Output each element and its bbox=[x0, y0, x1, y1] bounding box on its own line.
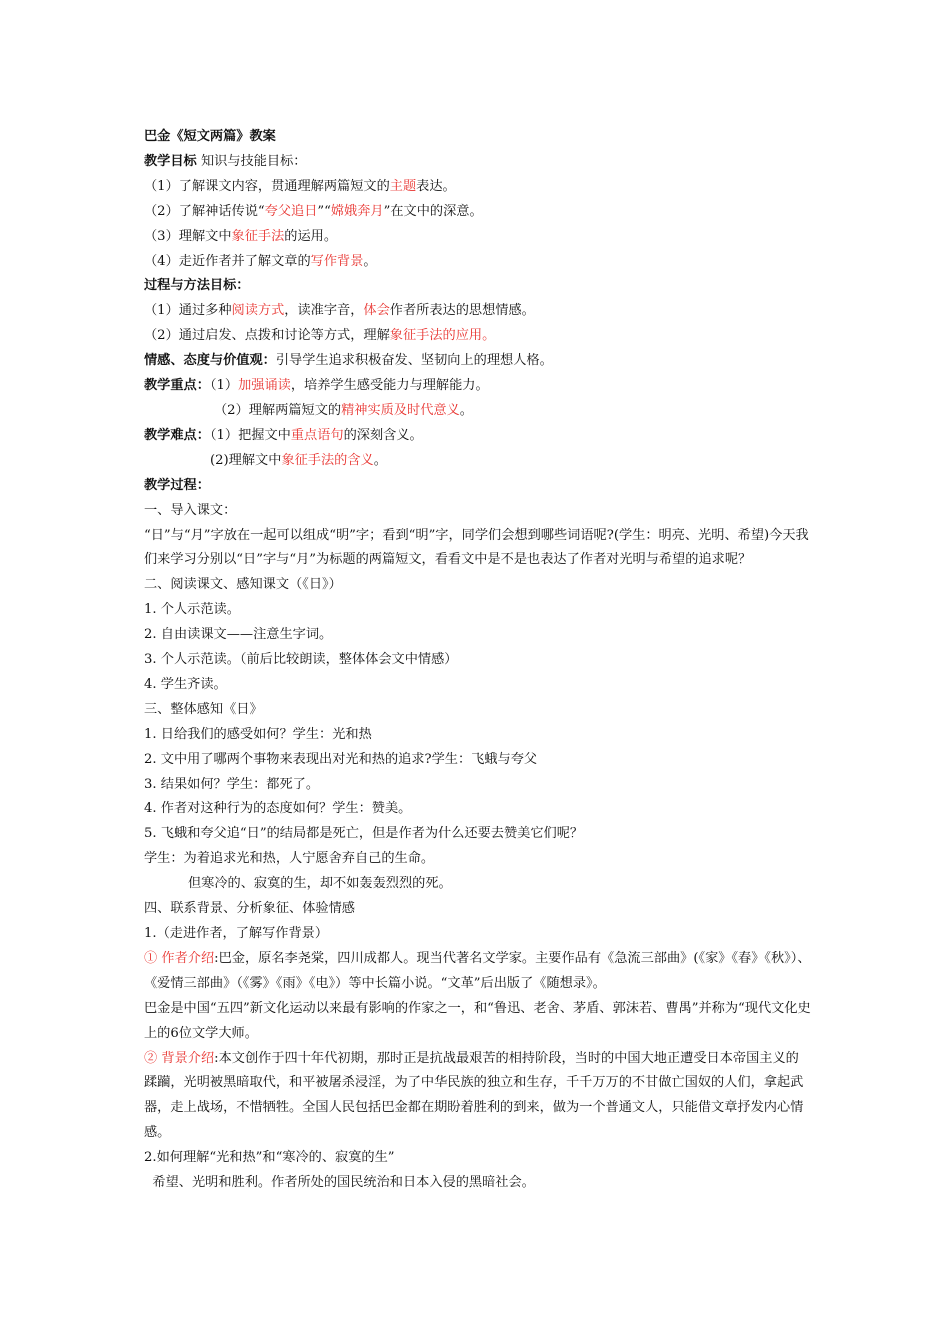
section-4-heading: 四、联系背景、分析象征、体验情感 bbox=[144, 901, 355, 917]
focus-heading: 教学重点： bbox=[144, 378, 210, 394]
knowledge-item-1: （1）了解课文内容，贯通理解两篇短文的主题表达。 bbox=[144, 178, 456, 194]
reading-item-3: 3. 个人示范读。（前后比较朗读，整体体会文中情感） bbox=[144, 652, 458, 668]
question-4: 4. 作者对这种行为的态度如何？学生：赞美。 bbox=[144, 801, 412, 817]
reading-item-2: 2. 自由读课文——注意生字词。 bbox=[144, 627, 333, 643]
question-5: 5. 飞蛾和夸父追“日”的结局都是死亡，但是作者为什么还要去赞美它们呢？ bbox=[144, 826, 584, 842]
difficulty-line-2: (2)理解文中象征手法的含义。 bbox=[210, 452, 387, 468]
document-page bbox=[144, 125, 812, 1196]
section-1-heading: 一、导入课文： bbox=[144, 502, 237, 518]
reading-item-4: 4. 学生齐读。 bbox=[144, 676, 227, 692]
knowledge-item-3: （3）理解文中象征手法的运用。 bbox=[144, 228, 338, 244]
background-item-1: 1.（走进作者，了解写作背景） bbox=[144, 926, 329, 941]
answer-5-line-1: 学生：为着追求光和热，人宁愿舍弃自己的生命。 bbox=[144, 851, 435, 867]
author-intro-paragraph: ① 作者介绍:巴金，原名李尧棠，四川成都人。现当代著名文学家。主要作品有《急流三部曲》(《家》《春》《秋》）、《爱情三部曲》（《雾》《雨》《电》）等中长篇小说。“文革”后出版了《随想录》。 bbox=[144, 950, 811, 991]
objectives-heading: 教学目标 bbox=[144, 153, 197, 169]
background-intro-paragraph: ② 背景介绍:本文创作于四十年代初期，那时正是抗战最艰苦的相持阶段，当时的中国大地正遭受日本帝国主义的蹂躏，光明被黑暗取代，和平被屠杀浸淫，为了中华民族的独立和生存，千千万万的不甘做亡国奴的人们，拿起武器，走上战场，不惜牺牲。全国人民包括巴金都在期盼着胜利的到来，做为一个普通文人，只能借文章抒发内心情感。 bbox=[144, 1050, 804, 1141]
emotion-heading: 情感、态度与价值观： bbox=[144, 353, 276, 369]
knowledge-subheading: 知识与技能目标： bbox=[196, 153, 307, 169]
process-item-1: （1）通过多种阅读方式，读准字音，体会作者所表达的思想情感。 bbox=[144, 303, 535, 319]
emotion-line: 情感、态度与价值观：引导学生追求积极奋发、坚韧向上的理想人格。 bbox=[144, 353, 553, 369]
background-intro-label: ② 背景介绍 bbox=[144, 1050, 215, 1066]
objectives-line bbox=[144, 150, 812, 175]
author-status-paragraph: 巴金是中国“五四”新文化运动以来最有影响的作家之一，和“鲁迅、老舍、茅盾、郭沫若、曹禺”并称为“现代文化史上的6位文学大师。 bbox=[144, 1000, 811, 1041]
section-2-heading: 二、阅读课文、感知课文（《日》） bbox=[144, 577, 342, 593]
difficulty-line-1: 教学难点：（1）把握文中重点语句的深刻含义。 bbox=[144, 427, 423, 443]
difficulty-heading: 教学难点： bbox=[144, 427, 210, 443]
section-3-heading: 三、整体感知《日》 bbox=[144, 701, 263, 717]
understanding-question: 2.如何理解“光和热”和“寒冷的、寂寞的生” bbox=[144, 1150, 395, 1166]
question-3: 3. 结果如何？学生：都死了。 bbox=[144, 776, 320, 792]
question-2: 2. 文中用了哪两个事物来表现出对光和热的追求?学生：飞蛾与夸父 bbox=[144, 751, 538, 767]
understanding-answer: 希望、光明和胜利。作者所处的国民统治和日本入侵的黑暗社会。 bbox=[144, 1175, 535, 1191]
knowledge-item-4: （4）走近作者并了解文章的写作背景。 bbox=[144, 253, 377, 269]
steps-heading: 教学过程： bbox=[144, 477, 210, 493]
author-intro-label: ① 作者介绍 bbox=[144, 950, 215, 966]
focus-line-2: （2）理解两篇短文的精神实质及时代意义。 bbox=[214, 402, 473, 418]
focus-line-1: 教学重点：（1）加强诵读，培养学生感受能力与理解能力。 bbox=[144, 378, 489, 394]
question-1: 1. 日给我们的感受如何？学生：光和热 bbox=[144, 726, 372, 742]
process-heading: 过程与方法目标： bbox=[144, 278, 250, 294]
knowledge-item-2: （2）了解神话传说“夸父追日”“嫦娥奔月”在文中的深意。 bbox=[144, 203, 483, 219]
doc-title: 巴金《短文两篇》教案 bbox=[144, 129, 276, 144]
reading-item-1: 1. 个人示范读。 bbox=[144, 602, 240, 618]
process-item-2: （2）通过启发、点拨和讨论等方式，理解象征手法的应用。 bbox=[144, 328, 496, 344]
answer-5-line-2: 但寒冷的、寂寞的生，却不如轰轰烈烈的死。 bbox=[188, 876, 452, 892]
intro-paragraph: “日”与“月”字放在一起可以组成“明”字；看到“明”字，同学们会想到哪些词语呢?(学生：明亮、光明、希望)今天我们来学习分别以“日”字与“月”为标题的两篇短文，看看文中是不是也表达了作者对光明与希望的追求呢？ bbox=[144, 527, 809, 568]
